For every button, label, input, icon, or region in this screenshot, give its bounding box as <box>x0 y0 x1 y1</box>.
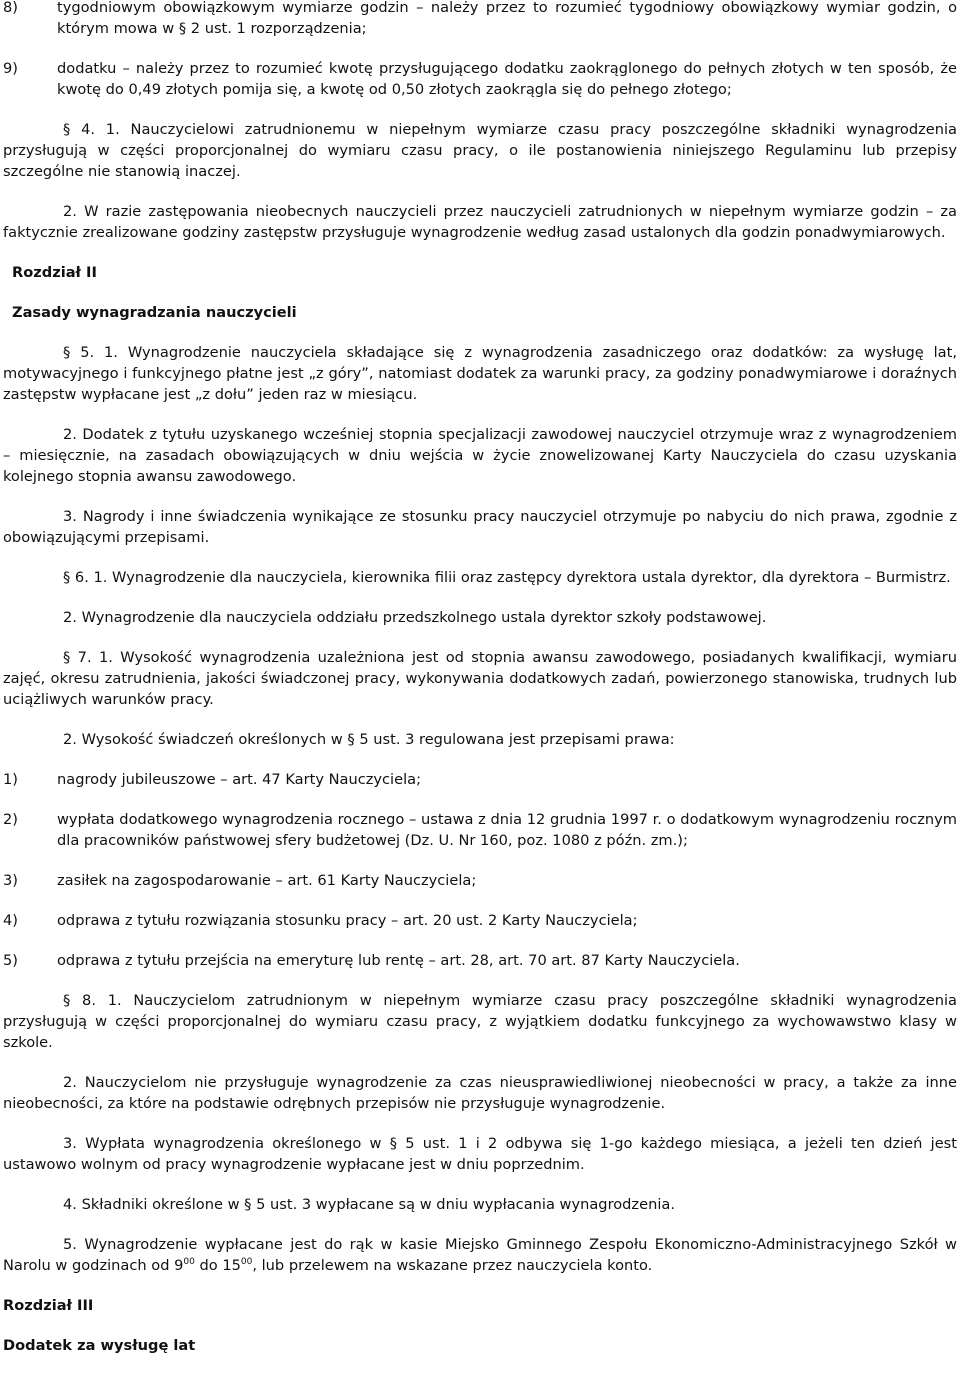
paragraph-s8-5-text-a: 5. Wynagrodzenie wypłacane jest do rąk w kasie Miejsko Gminnego Zespołu Ekonomiczno-Administracyjnego Szkół w Narolu w godzinach od 9 <box>3 1236 957 1274</box>
list-item-text: odprawa z tytułu rozwiązania stosunku pracy – art. 20 ust. 2 Karty Nauczyciela; <box>57 912 638 929</box>
list-item <box>3 58 957 100</box>
paragraph-s8-3: 3. Wypłata wynagrodzenia określonego w § 5 ust. 1 i 2 odbywa się 1-go każdego miesiąca, a jeżeli ten dzień jest ustawowo wolnym od pracy wynagrodzenie wypłacane jest w dniu poprzednim. <box>3 1135 957 1173</box>
paragraph-s6-1: § 6. 1. Wynagrodzenie dla nauczyciela, kierownika filii oraz zastępcy dyrektora ustala dyrektor, dla dyrektora – Burmistrz. <box>63 569 951 586</box>
list-item-text: nagrody jubileuszowe – art. 47 Karty Nauczyciela; <box>57 771 421 788</box>
paragraph-s8-5-text-c: , lub przelewem na wskazane przez nauczyciela konto. <box>252 1257 653 1274</box>
paragraph-s7-1: § 7. 1. Wysokość wynagrodzenia uzależniona jest od stopnia awansu zawodowego, posiadanych kwalifikacji, wymiaru zajęć, okresu zatrudnienia, jakości świadczonej pracy, wykonywania dodatkowych zadań, powierzonego stanowiska, trudnych lub uciążliwych warunków pracy. <box>3 649 957 708</box>
time-superscript: 00 <box>183 1257 195 1268</box>
paragraph-s6-2: 2. Wynagrodzenie dla nauczyciela oddziału przedszkolnego ustala dyrektor szkoły podstawowej. <box>63 609 767 626</box>
list-item <box>3 910 957 931</box>
list-item <box>3 769 957 790</box>
list-item <box>3 870 957 891</box>
chapter-subtitle: Zasady wynagradzania nauczycieli <box>12 304 297 321</box>
list-item-number: 5) <box>3 952 18 969</box>
list-item-number: 2) <box>3 811 18 828</box>
list-item <box>3 950 957 971</box>
paragraph-s5-3: 3. Nagrody i inne świadczenia wynikające ze stosunku pracy nauczyciel otrzymuje po nabyciu do nich prawa, zgodnie z obowiązującymi przepisami. <box>3 508 957 546</box>
chapter-title: Rozdział III <box>3 1297 94 1314</box>
list-item-number: 3) <box>3 872 18 889</box>
list-item-text: odprawa z tytułu przejścia na emeryturę lub rentę – art. 28, art. 70 art. 87 Karty Nauczyciela. <box>57 952 740 969</box>
list-item <box>3 0 957 39</box>
time-superscript: 00 <box>240 1257 253 1268</box>
paragraph-s8-1: § 8. 1. Nauczycielom zatrudnionym w niepełnym wymiarze czasu pracy poszczególne składniki wynagrodzenia przysługują w części proporcjonalnej do wymiaru czasu pracy, z wyjątkiem dodatku funkcyjnego za wychowawstwo klasy w szkole. <box>3 992 957 1051</box>
list-item <box>3 809 957 851</box>
chapter-title: Rozdział II <box>12 264 97 281</box>
list-item-text: tygodniowym obowiązkowym wymiarze godzin – należy przez to rozumieć tygodniowy obowiązkowy wymiar godzin, o którym mowa w § 2 ust. 1 rozporządzenia; <box>57 0 957 37</box>
paragraph-s4-2: 2. W razie zastępowania nieobecnych nauczycieli przez nauczycieli zatrudnionych w niepełnym wymiarze godzin – za faktycznie zrealizowane godziny zastępstw przysługuje wynagrodzenie według zasad ustalonych dla godzin ponadwymiarowych. <box>3 203 957 241</box>
list-item-text: wypłata dodatkowego wynagrodzenia rocznego – ustawa z dnia 12 grudnia 1997 r. o dodatkowym wynagrodzeniu rocznym dla pracowników państwowej sfery budżetowej (Dz. U. Nr 160, poz. 1080 z późn. zm.); <box>57 811 957 849</box>
paragraph-s5-2: 2. Dodatek z tytułu uzyskanego wcześniej stopnia specjalizacji zawodowej nauczyciel otrzymuje wraz z wynagrodzeniem – miesięcznie, na zasadach obowiązujących w dniu wejścia w życie znowelizowanej Karty Nauczyciela do czasu uzyskania kolejnego stopnia awansu zawodowego. <box>3 426 957 485</box>
list-item-number: 4) <box>3 912 18 929</box>
paragraph-s4-1: § 4. 1. Nauczycielowi zatrudnionemu w niepełnym wymiarze czasu pracy poszczególne składniki wynagrodzenia przysługują w części proporcjonalnej do wymiaru czasu pracy, o ile postanowienia niniejszego Regulaminu lub przepisy szczególne nie stanowią inaczej. <box>3 121 957 180</box>
list-item-number: 1) <box>3 771 18 788</box>
list-item-number: 9) <box>3 60 18 77</box>
chapter-subtitle: Dodatek za wysługę lat <box>3 1337 196 1354</box>
paragraph-s5-1: § 5. 1. Wynagrodzenie nauczyciela składające się z wynagrodzenia zasadniczego oraz dodatków: za wysługę lat, motywacyjnego i funkcyjnego płatne jest „z góry”, natomiast dodatek za warunki pracy, za godziny ponadwymiarowe i doraźnych zastępstw wypłacane jest „z dołu” jeden raz w miesiącu. <box>3 344 957 403</box>
list-item-number: 8) <box>3 0 18 16</box>
paragraph-s8-5-text-b: do 15 <box>194 1257 241 1274</box>
list-item-text: dodatku – należy przez to rozumieć kwotę przysługującego dodatku zaokrąglonego do pełnych złotych w ten sposób, że kwotę do 0,49 złotych pomija się, a kwotę od 0,50 złotych zaokrągla się do pełnego złotego; <box>57 60 957 98</box>
paragraph-s8-4: 4. Składniki określone w § 5 ust. 3 wypłacane są w dniu wypłacania wynagrodzenia. <box>63 1196 675 1213</box>
paragraph-s8-5 <box>3 1234 957 1276</box>
paragraph-s7-2: 2. Wysokość świadczeń określonych w § 5 ust. 3 regulowana jest przepisami prawa: <box>63 731 675 748</box>
paragraph-s8-2: 2. Nauczycielom nie przysługuje wynagrodzenie za czas nieusprawiedliwionej nieobecności w pracy, a także za inne nieobecności, za które na podstawie odrębnych przepisów nie przysługuje wynagrodzenie. <box>3 1074 957 1112</box>
list-item-text: zasiłek na zagospodarowanie – art. 61 Karty Nauczyciela; <box>57 872 477 889</box>
